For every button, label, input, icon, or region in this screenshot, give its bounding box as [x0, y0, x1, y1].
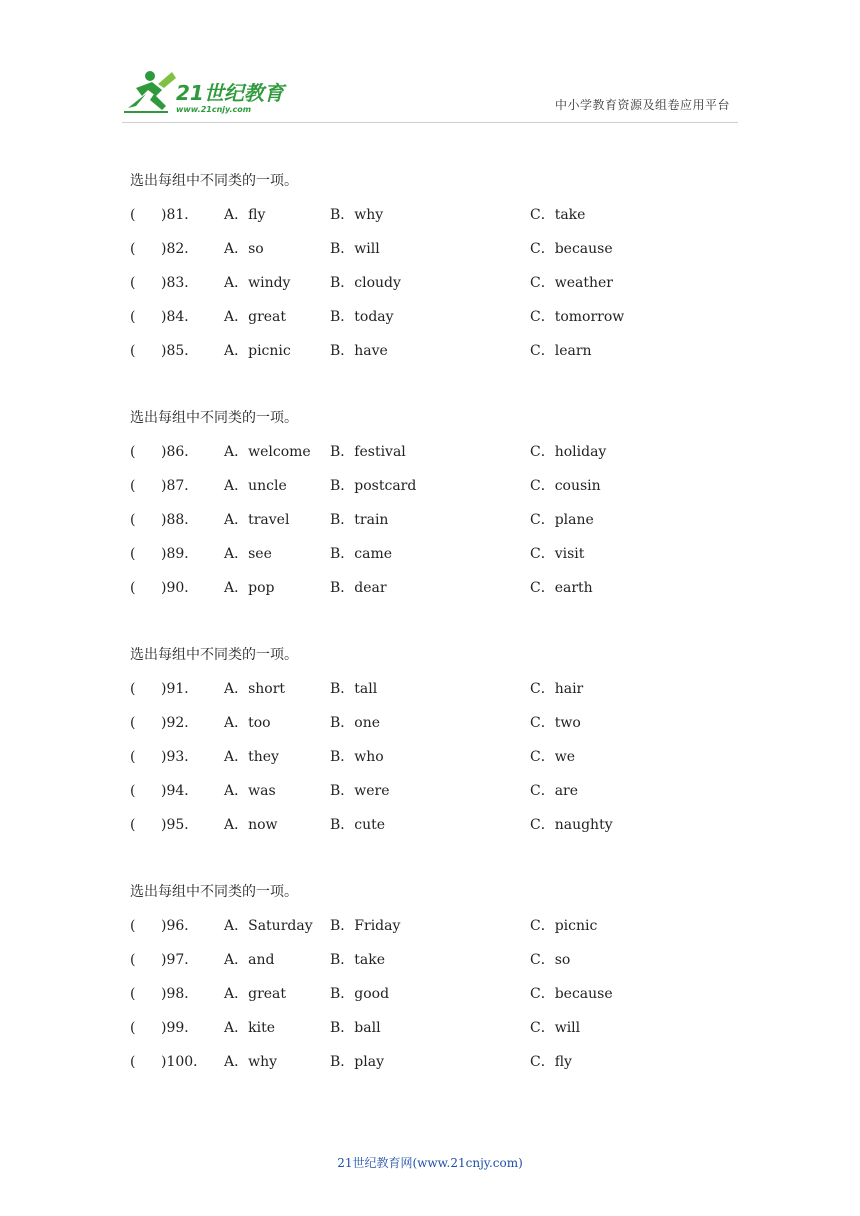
- answer-paren[interactable]: (: [130, 444, 136, 460]
- option-c: C．naughty: [530, 817, 613, 833]
- platform-name: 中小学教育资源及组卷应用平台: [554, 98, 730, 112]
- page-header: [0, 0, 860, 125]
- answer-paren[interactable]: (: [130, 546, 136, 562]
- answer-paren[interactable]: (: [130, 817, 136, 833]
- question-number: )92．: [161, 715, 199, 731]
- option-a: A．pop: [224, 580, 275, 596]
- question-number: )91．: [161, 681, 199, 697]
- option-c: C．earth: [530, 580, 593, 596]
- option-a: A．Saturday: [224, 918, 313, 934]
- section-instruction: 选出每组中不同类的一项。: [130, 647, 298, 663]
- option-c: C．holiday: [530, 444, 607, 460]
- logo[interactable]: [122, 66, 292, 118]
- option-a: A．kite: [224, 1020, 275, 1036]
- question-row: [130, 949, 730, 983]
- question-number: )96．: [161, 918, 199, 934]
- option-a: A．why: [224, 1054, 278, 1070]
- question-row: [130, 915, 730, 949]
- question-row: [130, 983, 730, 1017]
- option-b: B．cloudy: [330, 275, 401, 291]
- answer-paren[interactable]: (: [130, 241, 136, 257]
- option-c: C．weather: [530, 275, 613, 291]
- option-a: A．windy: [224, 275, 291, 291]
- answer-paren[interactable]: (: [130, 207, 136, 223]
- question-number: )85．: [161, 343, 199, 359]
- option-b: B．today: [330, 309, 394, 325]
- question-number: )87．: [161, 478, 199, 494]
- question-number: )98．: [161, 986, 199, 1002]
- option-c: C．hair: [530, 681, 584, 697]
- option-b: B．have: [330, 343, 388, 359]
- option-b: B．play: [330, 1054, 384, 1070]
- question-number: )94．: [161, 783, 199, 799]
- question-row: [130, 509, 730, 543]
- question-number: )83．: [161, 275, 199, 291]
- answer-paren[interactable]: (: [130, 1054, 136, 1070]
- option-a: A．was: [224, 783, 276, 799]
- option-c: C．because: [530, 986, 613, 1002]
- option-a: A．and: [224, 952, 275, 968]
- option-b: B．postcard: [330, 478, 417, 494]
- option-c: C．are: [530, 783, 579, 799]
- option-c: C．cousin: [530, 478, 601, 494]
- option-a: A．so: [224, 241, 264, 257]
- answer-paren[interactable]: (: [130, 918, 136, 934]
- option-c: C．tomorrow: [530, 309, 625, 325]
- option-b: B．take: [330, 952, 386, 968]
- question-row: [130, 340, 730, 374]
- option-b: B．will: [330, 241, 380, 257]
- option-a: A．great: [224, 986, 287, 1002]
- question-row: [130, 746, 730, 780]
- answer-paren[interactable]: (: [130, 952, 136, 968]
- exercise-section: [130, 407, 730, 611]
- question-number: )93．: [161, 749, 199, 765]
- question-row: [130, 272, 730, 306]
- option-a: A．they: [224, 749, 279, 765]
- option-b: B．why: [330, 207, 384, 223]
- option-b: B．cute: [330, 817, 386, 833]
- option-a: A．too: [224, 715, 271, 731]
- option-c: C．will: [530, 1020, 581, 1036]
- option-b: B．Friday: [330, 918, 401, 934]
- question-number: )100．: [161, 1054, 208, 1070]
- option-b: B．festival: [330, 444, 406, 460]
- question-number: )81．: [161, 207, 199, 223]
- option-c: C．picnic: [530, 918, 598, 934]
- answer-paren[interactable]: (: [130, 343, 136, 359]
- logo-text: 21世纪教育: [176, 81, 284, 105]
- option-a: A．see: [224, 546, 272, 562]
- option-b: B．were: [330, 783, 390, 799]
- answer-paren[interactable]: (: [130, 512, 136, 528]
- option-b: B．tall: [330, 681, 378, 697]
- section-instruction: 选出每组中不同类的一项。: [130, 410, 298, 426]
- option-c: C．plane: [530, 512, 594, 528]
- option-b: B．good: [330, 986, 390, 1002]
- option-b: B．came: [330, 546, 393, 562]
- option-c: C．fly: [530, 1054, 572, 1070]
- question-row: [130, 204, 730, 238]
- exercise-content: [130, 170, 730, 1118]
- question-row: [130, 1017, 730, 1051]
- option-c: C．we: [530, 749, 575, 765]
- exercise-section: [130, 644, 730, 848]
- option-b: B．dear: [330, 580, 387, 596]
- question-row: [130, 712, 730, 746]
- option-c: C．two: [530, 715, 581, 731]
- option-b: B．who: [330, 749, 384, 765]
- answer-paren[interactable]: (: [130, 275, 136, 291]
- question-number: )86．: [161, 444, 199, 460]
- question-number: )97．: [161, 952, 199, 968]
- question-number: )99．: [161, 1020, 199, 1036]
- question-number: )90．: [161, 580, 199, 596]
- option-a: A．fly: [224, 207, 266, 223]
- option-b: B．one: [330, 715, 381, 731]
- option-c: C．so: [530, 952, 571, 968]
- logo-url-text: www.21cnjy.com: [176, 105, 252, 114]
- answer-paren[interactable]: (: [130, 749, 136, 765]
- runner-logo-icon: [122, 66, 292, 118]
- question-row: [130, 1051, 730, 1085]
- option-b: B．ball: [330, 1020, 381, 1036]
- question-row: [130, 577, 730, 611]
- answer-paren[interactable]: (: [130, 681, 136, 697]
- option-a: A．travel: [224, 512, 290, 528]
- answer-paren[interactable]: (: [130, 478, 136, 494]
- option-c: C．because: [530, 241, 613, 257]
- section-instruction: 选出每组中不同类的一项。: [130, 173, 298, 189]
- answer-paren[interactable]: (: [130, 309, 136, 325]
- question-number: )82．: [161, 241, 199, 257]
- question-number: )88．: [161, 512, 199, 528]
- answer-paren[interactable]: (: [130, 783, 136, 799]
- option-c: C．learn: [530, 343, 592, 359]
- question-number: )89．: [161, 546, 199, 562]
- section-instruction: 选出每组中不同类的一项。: [130, 884, 298, 900]
- answer-paren[interactable]: (: [130, 1020, 136, 1036]
- question-row: [130, 543, 730, 577]
- question-row: [130, 441, 730, 475]
- question-row: [130, 306, 730, 340]
- option-c: C．visit: [530, 546, 585, 562]
- option-b: B．train: [330, 512, 389, 528]
- answer-paren[interactable]: (: [130, 580, 136, 596]
- question-row: [130, 678, 730, 712]
- exercise-section: [130, 170, 730, 374]
- question-row: [130, 475, 730, 509]
- answer-paren[interactable]: (: [130, 986, 136, 1002]
- option-a: A．now: [224, 817, 278, 833]
- question-row: [130, 238, 730, 272]
- question-number: )84．: [161, 309, 199, 325]
- option-a: A．welcome: [224, 444, 311, 460]
- option-a: A．great: [224, 309, 287, 325]
- answer-paren[interactable]: (: [130, 715, 136, 731]
- question-number: )95．: [161, 817, 199, 833]
- question-row: [130, 814, 730, 848]
- footer-link[interactable]: 21世纪教育网(www.21cnjy.com): [337, 1156, 523, 1170]
- option-a: A．picnic: [224, 343, 291, 359]
- question-row: [130, 780, 730, 814]
- option-a: A．short: [224, 681, 286, 697]
- option-c: C．take: [530, 207, 586, 223]
- header-divider: [122, 122, 738, 123]
- option-a: A．uncle: [224, 478, 287, 494]
- exercise-section: [130, 881, 730, 1085]
